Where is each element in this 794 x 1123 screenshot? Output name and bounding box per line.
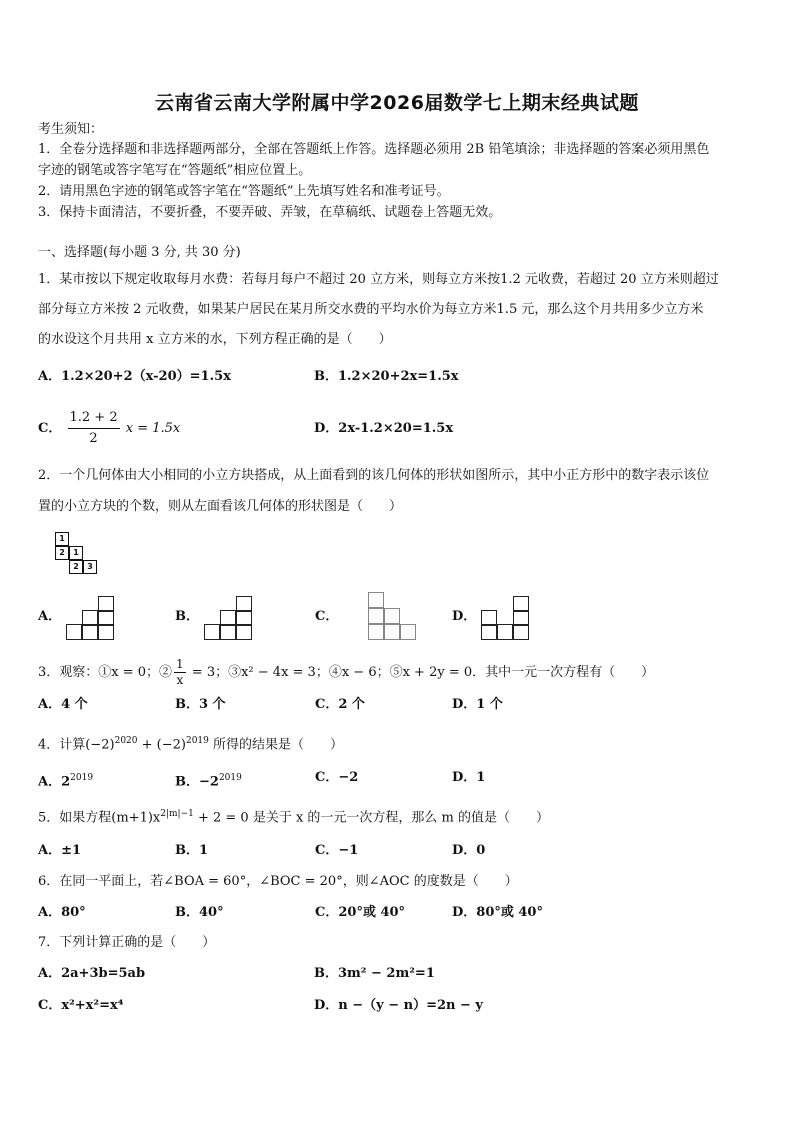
q3-option-d: D．1 个: [452, 697, 503, 712]
q7-option-c: C．x²+x²=x⁴: [38, 998, 124, 1013]
q6-option-c: C．20°或 40°: [315, 905, 406, 920]
q2-option-b-figure: [204, 596, 254, 638]
q5-exp: 2|m|−1: [160, 809, 194, 819]
q4-exp-2: 2019: [185, 736, 209, 746]
q1-option-c-denominator: 2: [89, 431, 98, 446]
q5-option-a: A．±1: [38, 843, 82, 858]
q3-option-b: B．3 个: [175, 697, 226, 712]
q3-fraction: [174, 657, 186, 688]
q6-option-a: A．80°: [38, 905, 86, 920]
q4-stem-pre: 4．计算(−2): [38, 737, 115, 753]
q2-option-c: C．: [315, 609, 339, 624]
q4-stem-post: 所得的结果是（ ）: [208, 737, 344, 753]
notice-item-1-cont: 字迹的钢笔或答字笔写在“答题纸”相应位置上。: [38, 163, 312, 178]
q1-option-c: [38, 408, 180, 449]
q4-stem: [38, 731, 343, 755]
q1-option-c-fraction: [68, 408, 120, 449]
q5-option-c: C．−1: [315, 843, 359, 858]
q7-option-a: A．2a+3b=5ab: [38, 966, 146, 981]
page-title: 云南省云南大学附属中学2026届数学七上期末经典试题: [155, 92, 639, 114]
q1-option-a: A．1.2×20+2（x-20）=1.5x: [38, 369, 231, 384]
q4-option-d: D．1: [452, 770, 486, 785]
q2-option-a-figure: [66, 596, 116, 638]
q6-option-d: D．80°或 40°: [452, 905, 543, 920]
grid-cell: 1: [69, 546, 83, 560]
grid-cell: 3: [83, 560, 97, 574]
q1-option-c-numerator: 1.2 + 2: [68, 408, 120, 429]
q2-stem-2: 置的小立方块的个数，则从左面看该几何体的形状图是（ ）: [38, 499, 403, 514]
q2-option-d: D．: [452, 609, 477, 624]
q1-option-c-label: C．: [38, 421, 62, 436]
q1-stem-1: 1．某市按以下规定收取每月水费：若每月每户不超过 20 立方米，则每立方米按1.2 元收费，若超过 20 立方米则超过: [38, 272, 719, 287]
q4-option-a-base: A．2: [38, 774, 71, 790]
q2-option-a: A．: [38, 609, 62, 624]
q1-option-b: B．1.2×20+2x=1.5x: [314, 369, 459, 384]
q3-option-a: A．4 个: [38, 697, 88, 712]
q7-option-b: B．3m² − 2m²=1: [314, 966, 435, 981]
q4-option-a-exp: 2019: [70, 773, 94, 783]
q6-option-b: B．40°: [175, 905, 224, 920]
grid-cell: 2: [55, 546, 69, 560]
grid-cell: 2: [69, 560, 83, 574]
q4-stem-mid: + (−2): [137, 737, 186, 753]
q1-option-c-rest: x = 1.5x: [125, 421, 181, 436]
q2-option-c-figure: [368, 592, 420, 640]
q4-option-b: [175, 768, 242, 792]
q2-stem-1: 2．一个几何体由大小相同的小立方块搭成，从上面看到的该几何体的形状如图所示，其中小正方形中的数字表示该位: [38, 468, 710, 483]
q3-fraction-num: 1: [176, 657, 184, 671]
q4-option-b-exp: 2019: [218, 773, 242, 783]
q4-option-b-base: B．−2: [175, 774, 219, 790]
q3-stem-pre: 3．观察：①x = 0；②: [38, 665, 173, 680]
section-heading: 一、选择题(每小题 3 分, 共 30 分): [38, 245, 241, 260]
grid-cell: 1: [55, 532, 69, 546]
q5-option-d: D．0: [452, 843, 486, 858]
q5-stem-post: + 2 = 0 是关于 x 的一元一次方程，那么 m 的值是（ ）: [193, 810, 550, 826]
q1-stem-3: 的水设这个月共用 x 立方米的水，下列方程正确的是（ ）: [38, 332, 392, 347]
q6-stem: 6．在同一平面上，若∠BOA = 60°，∠BOC = 20°，则∠AOC 的度数是（ ）: [38, 874, 518, 889]
q5-stem-pre: 5．如果方程(m+1)x: [38, 810, 161, 826]
q7-option-d: D．n −（y − n）=2n − y: [314, 998, 483, 1013]
q3-option-c: C．2 个: [315, 697, 365, 712]
q2-option-d-figure: [481, 596, 531, 638]
q5-option-b: B．1: [175, 843, 209, 858]
q5-stem: [38, 804, 549, 828]
q1-stem-2: 部分每立方米按 2 元收费，如果某户居民在某月所交水费的平均水价为每立方米1.5 元，那么这个月共用多少立方米: [38, 302, 704, 317]
q3-stem-post: = 3；③x² − 4x = 3；④x − 6；⑤x + 2y = 0．其中一元一次方程有（ ）: [187, 665, 655, 680]
q4-option-a: [38, 768, 93, 792]
notice-heading: 考生须知：: [38, 122, 104, 137]
q4-option-c: C．−2: [315, 770, 359, 785]
q1-option-d: D．2x-1.2×20=1.5x: [314, 421, 454, 436]
q3-stem: [38, 657, 654, 688]
notice-item-3: 3．保持卡面清洁，不要折叠，不要弄破、弄皱，在草稿纸、试题卷上答题无效。: [38, 205, 502, 220]
q2-option-b: B．: [175, 609, 199, 624]
q7-stem: 7．下列计算正确的是（ ）: [38, 935, 216, 950]
q2-top-view-figure: [55, 532, 115, 580]
q4-exp-1: 2020: [114, 736, 138, 746]
notice-item-2: 2．请用黑色字迹的钢笔或答字笔在“答题纸”上先填写姓名和准考证号。: [38, 184, 450, 199]
notice-item-1: 1．全卷分选择题和非选择题两部分，全部在答题纸上作答。选择题必须用 2B 铅笔填涂；非选择题的答案必须用黑色: [38, 142, 710, 157]
q3-fraction-den: x: [176, 673, 184, 687]
